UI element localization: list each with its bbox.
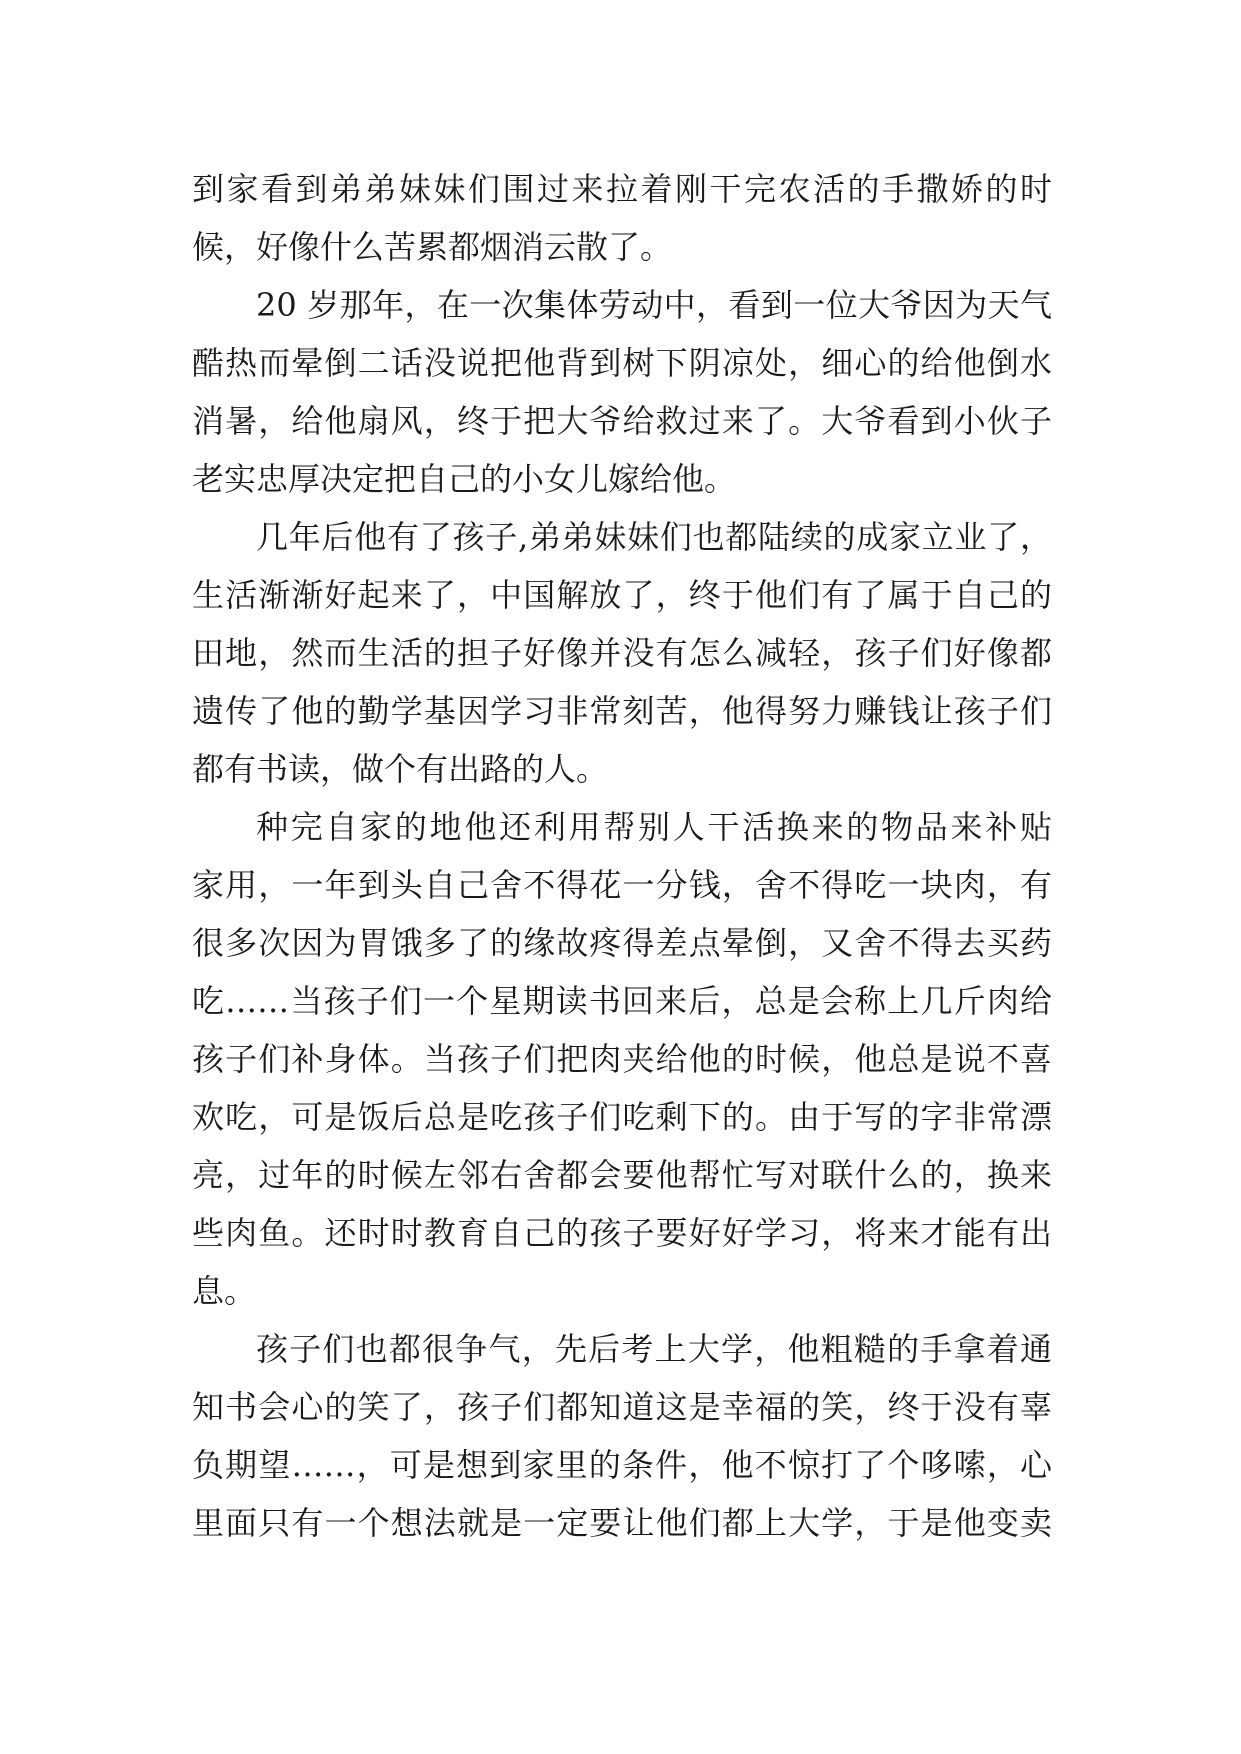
text-line: 遗传了他的勤学基因学习非常刻苦，他得努力赚钱让孩子们 [192, 692, 1052, 730]
text-line: 20 岁那年，在一次集体劳动中，看到一位大爷因为天气 [256, 286, 1052, 324]
text-line: 吃……当孩子们一个星期读书回来后，总是会称上几斤肉给 [192, 982, 1052, 1020]
body-text [192, 160, 1052, 1552]
text-line: 孩子们补身体。当孩子们把肉夹给他的时候，他总是说不喜 [192, 1040, 1052, 1078]
text-line: 负期望……，可是想到家里的条件，他不惊打了个哆嗦，心 [192, 1446, 1052, 1484]
paragraph [192, 160, 1052, 276]
text-line: 酷热而晕倒二话没说把他背到树下阴凉处，细心的给他倒水 [192, 344, 1052, 382]
text-line: 老实忠厚决定把自己的小女儿嫁给他。 [192, 460, 737, 498]
text-line: 息。 [192, 1272, 257, 1310]
text-line: 知书会心的笑了，孩子们都知道这是幸福的笑，终于没有辜 [192, 1388, 1052, 1426]
text-line: 消暑，给他扇风，终于把大爷给救过来了。大爷看到小伙子 [192, 402, 1052, 440]
text-line: 里面只有一个想法就是一定要让他们都上大学，于是他变卖 [192, 1504, 1052, 1542]
paragraph [192, 276, 1052, 508]
text-line: 田地，然而生活的担子好像并没有怎么减轻，孩子们好像都 [192, 634, 1052, 672]
text-line: 很多次因为胃饿多了的缘故疼得差点晕倒，又舍不得去买药 [192, 924, 1052, 962]
text-line: 孩子们也都很争气，先后考上大学，他粗糙的手拿着通 [256, 1330, 1052, 1368]
paragraph [192, 508, 1052, 798]
text-line: 种完自家的地他还利用帮别人干活换来的物品来补贴 [256, 808, 1052, 846]
text-line: 到家看到弟弟妹妹们围过来拉着刚干完农活的手撒娇的时 [192, 170, 1052, 208]
paragraph [192, 1320, 1052, 1552]
paragraph [192, 798, 1052, 1320]
text-line: 生活渐渐好起来了，中国解放了，终于他们有了属于自己的 [192, 576, 1052, 614]
text-line: 欢吃，可是饭后总是吃孩子们吃剩下的。由于写的字非常漂 [192, 1098, 1052, 1136]
text-line: 亮，过年的时候左邻右舍都会要他帮忙写对联什么的，换来 [192, 1156, 1052, 1194]
text-line: 都有书读，做个有出路的人。 [192, 750, 609, 788]
text-line: 候，好像什么苦累都烟消云散了。 [192, 228, 673, 266]
text-line: 家用，一年到头自己舍不得花一分钱，舍不得吃一块肉，有 [192, 866, 1052, 904]
text-line: 几年后他有了孩子,弟弟妹妹们也都陆续的成家立业了， [256, 518, 1052, 556]
text-line: 些肉鱼。还时时教育自己的孩子要好好学习，将来才能有出 [192, 1214, 1052, 1252]
